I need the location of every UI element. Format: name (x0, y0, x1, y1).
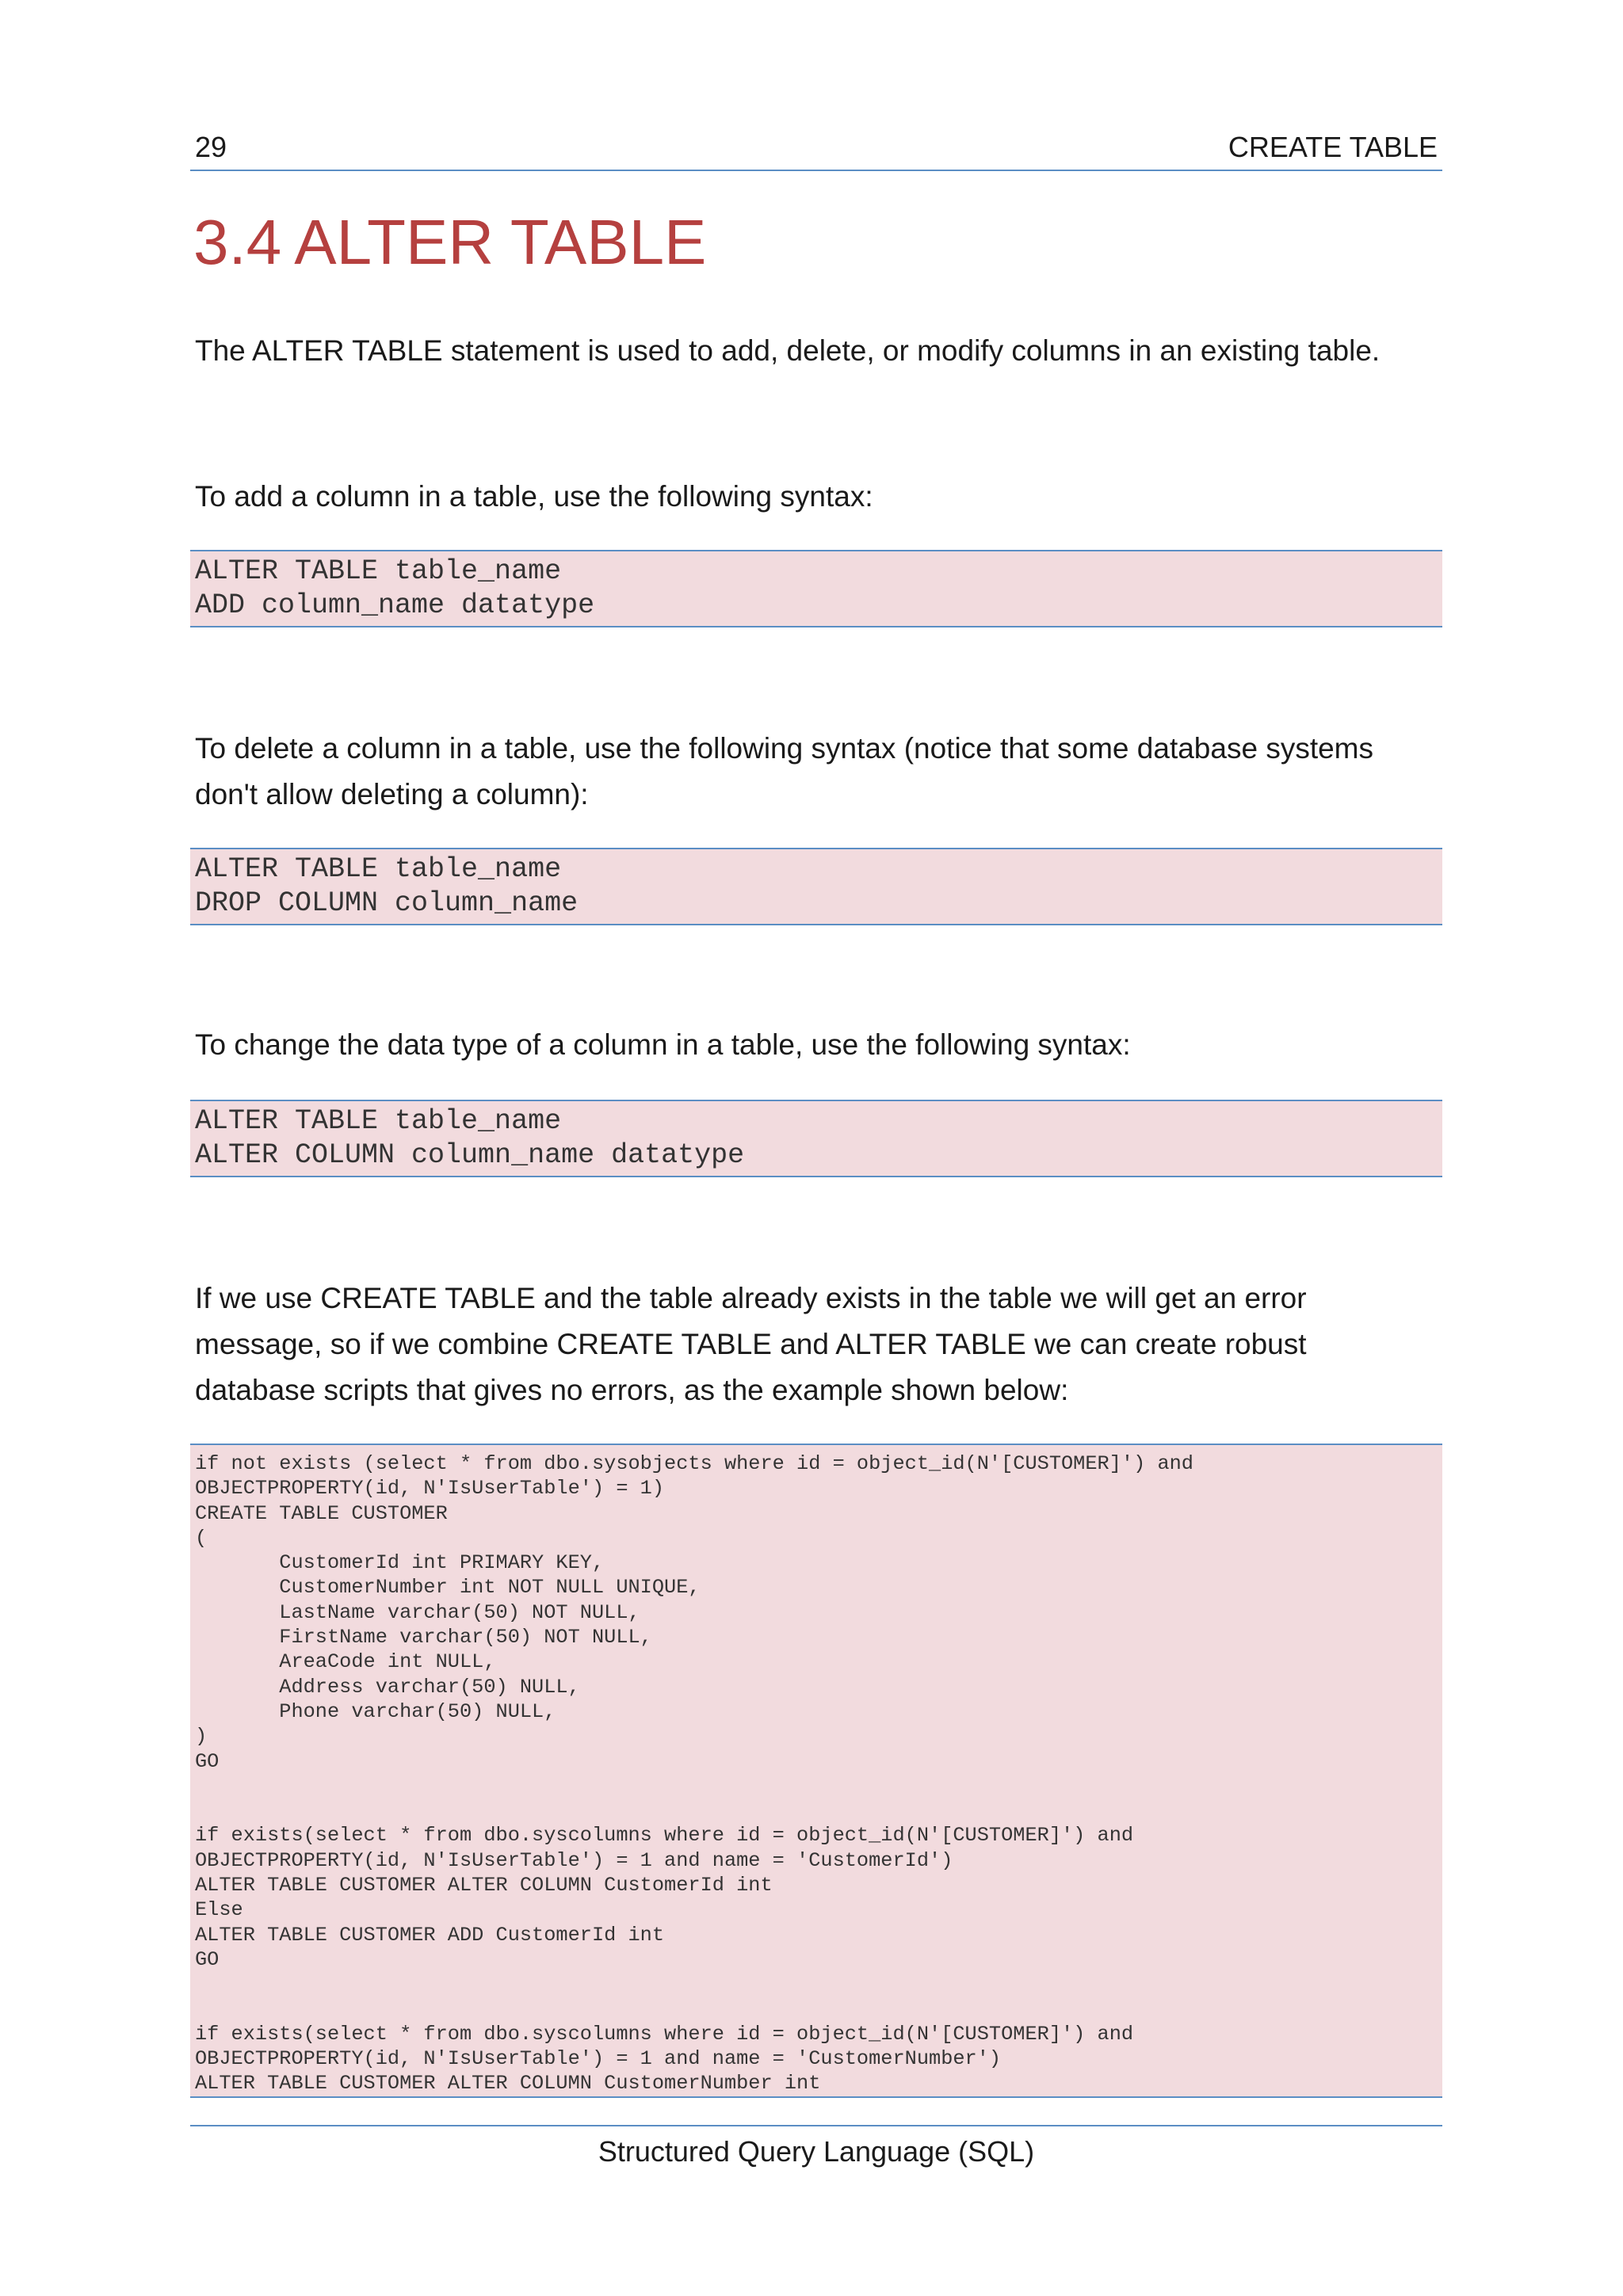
alter-column-code-block: ALTER TABLE table_name ALTER COLUMN column_name datatype (190, 1100, 1442, 1177)
section-title-text: ALTER TABLE (294, 207, 707, 277)
page-number: 29 (195, 131, 227, 163)
section-number: 3.4 (193, 207, 282, 277)
delete-column-paragraph: To delete a column in a table, use the following syntax (notice that some database systems don't allow deleting a column): (195, 732, 1373, 810)
page-header (190, 125, 1442, 171)
change-type-paragraph: To change the data type of a column in a table, use the following syntax: (195, 1028, 1131, 1061)
footer-book-title: Structured Query Language (SQL) (598, 2135, 1035, 2168)
example-code-block: if not exists (select * from dbo.sysobjects where id = object_id(N'[CUSTOMER]') and OBJECTPROPERTY(id, N'IsUserTable') = 1) CREATE TABLE CUSTOMER ( CustomerId int PRIMARY KEY, CustomerNumber int NOT NULL UNIQUE, LastName varchar(50) NOT NULL, FirstName varchar(50) NOT NULL, AreaCode int NULL, Address varchar(50) NULL, Phone varchar(50) NULL, ) GO if exists(select * from dbo.syscolumns where id = object_id(N'[CUSTOMER]') and OBJECTPROPERTY(id, N'IsUserTable') = 1 and name = 'CustomerId') ALTER TABLE CUSTOMER ALTER COLUMN CustomerId int Else ALTER TABLE CUSTOMER ADD CustomerId int GO if exists(select * from dbo.syscolumns where id = object_id(N'[CUSTOMER]') and OBJECTPROPERTY(id, N'IsUserTable') = 1 and name = 'CustomerNumber') ALTER TABLE CUSTOMER ALTER COLUMN CustomerNumber int (190, 1444, 1442, 2098)
section-title (193, 203, 706, 282)
add-column-paragraph: To add a column in a table, use the following syntax: (195, 480, 873, 513)
intro-paragraph: The ALTER TABLE statement is used to add, delete, or modify columns in an existing table. (195, 334, 1381, 367)
running-title: CREATE TABLE (1228, 131, 1438, 163)
drop-column-code-block: ALTER TABLE table_name DROP COLUMN column_name (190, 848, 1442, 925)
page-footer (190, 2125, 1442, 2172)
robust-scripts-paragraph: If we use CREATE TABLE and the table already exists in the table we will get an error message, so if we combine CREATE TABLE and ALTER TABLE we can create robust database scripts that gives no errors, as the example shown below: (195, 1282, 1307, 1406)
add-column-code-block: ALTER TABLE table_name ADD column_name datatype (190, 550, 1442, 627)
